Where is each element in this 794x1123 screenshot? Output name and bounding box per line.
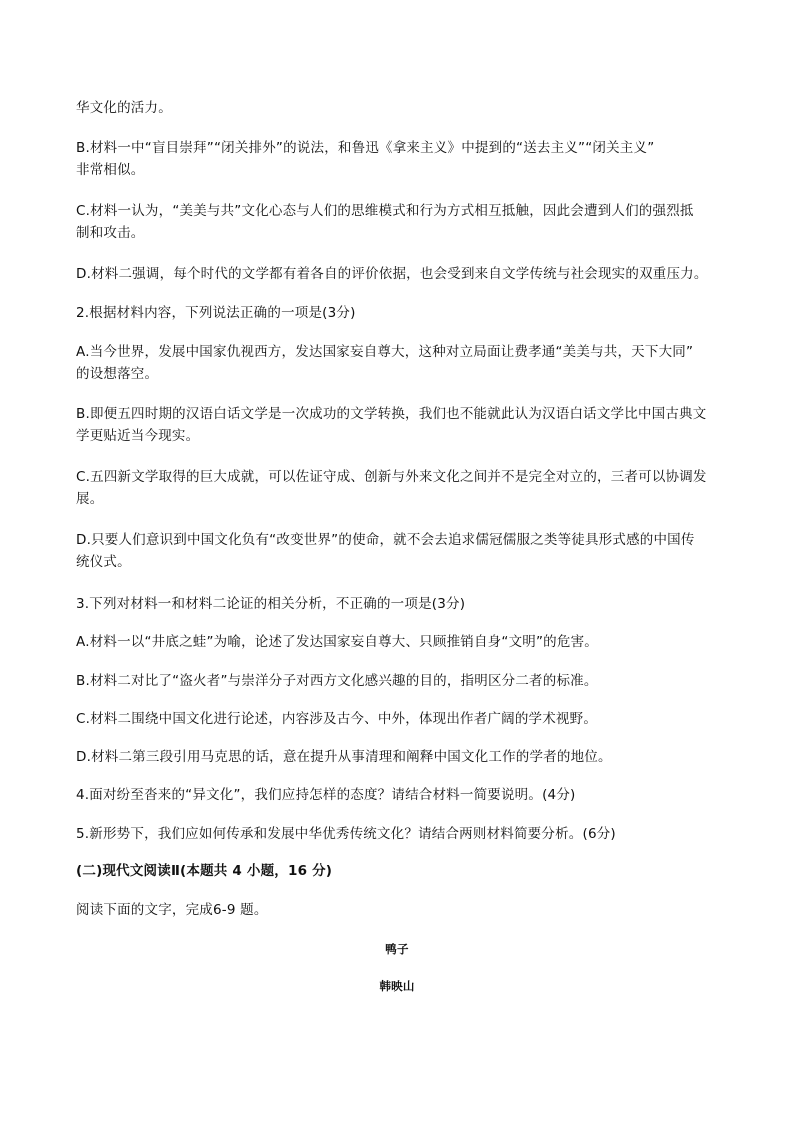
text-line: 学更贴近当今现实。 — [76, 428, 200, 444]
option-d-line: D.材料二第三段引用马克思的话，意在提升从事清理和阐释中国文化工作的学者的地位。 — [76, 749, 612, 765]
section-heading: (二)现代文阅读Ⅱ(本题共 4 小题，16 分) — [76, 863, 333, 879]
option-b-line: B.材料二对比了“盗火者”与崇洋分子对西方文化感兴趣的目的，指明区分二者的标准。 — [76, 673, 598, 689]
question-3: 3.下列对材料一和材料二论证的相关分析，不正确的一项是(3分) — [76, 596, 466, 612]
question-2: 2.根据材料内容，下列说法正确的一项是(3分) — [76, 305, 356, 321]
option-b-line: B.材料一中“盲目崇拜”“闭关排外”的说法，和鲁迅《拿来主义》中提到的“送去主义”“闭关主义” — [76, 140, 655, 156]
text-line: 统仪式。 — [76, 554, 131, 570]
question-4: 4.面对纷至沓来的“异文化”，我们应持怎样的态度？请结合材料一简要说明。(4分) — [76, 787, 576, 803]
option-a-line: A.材料一以“井底之蛙”为喻，论述了发达国家妄自尊大、只顾推销自身“文明”的危害。 — [76, 634, 598, 650]
text-line: 华文化的活力。 — [76, 100, 172, 116]
option-c-line: C.材料二围绕中国文化进行论述，内容涉及古今、中外，体现出作者广阔的学术视野。 — [76, 711, 598, 727]
option-d-line: D.只要人们意识到中国文化负有“改变世界”的使命，就不会去追求儒冠儒服之类等徒具形式感的中国传 — [76, 532, 695, 548]
text-line: 的设想落空。 — [76, 366, 159, 382]
text-line: 制和攻击。 — [76, 225, 145, 241]
option-c-line: C.五四新文学取得的巨大成就，可以佐证守成、创新与外来文化之间并不是完全对立的，三者可以协调发 — [76, 469, 707, 485]
story-author: 韩映山 — [379, 979, 415, 993]
text-line: 非常相似。 — [76, 162, 145, 178]
question-5: 5.新形势下，我们应如何传承和发展中华优秀传统文化？请结合两则材料简要分析。(6分) — [76, 826, 616, 842]
story-title: 鸭子 — [385, 942, 409, 956]
reading-instruction: 阅读下面的文字，完成6-9 题。 — [76, 902, 268, 918]
option-b-line: B.即便五四时期的汉语白话文学是一次成功的文学转换，我们也不能就此认为汉语白话文学比中国古典文 — [76, 406, 707, 422]
text-line: 展。 — [76, 491, 104, 507]
option-c-line: C.材料一认为，“美美与共”文化心态与人们的思维模式和行为方式相互抵触，因此会遭到人们的强烈抵 — [76, 203, 694, 219]
option-a-line: A.当今世界，发展中国家仇视西方，发达国家妄自尊大，这种对立局面让费孝通“美美与共，天下大同” — [76, 344, 694, 360]
option-d-line: D.材料二强调，每个时代的文学都有着各自的评价依据，也会受到来自文学传统与社会现实的双重压力。 — [76, 266, 708, 282]
